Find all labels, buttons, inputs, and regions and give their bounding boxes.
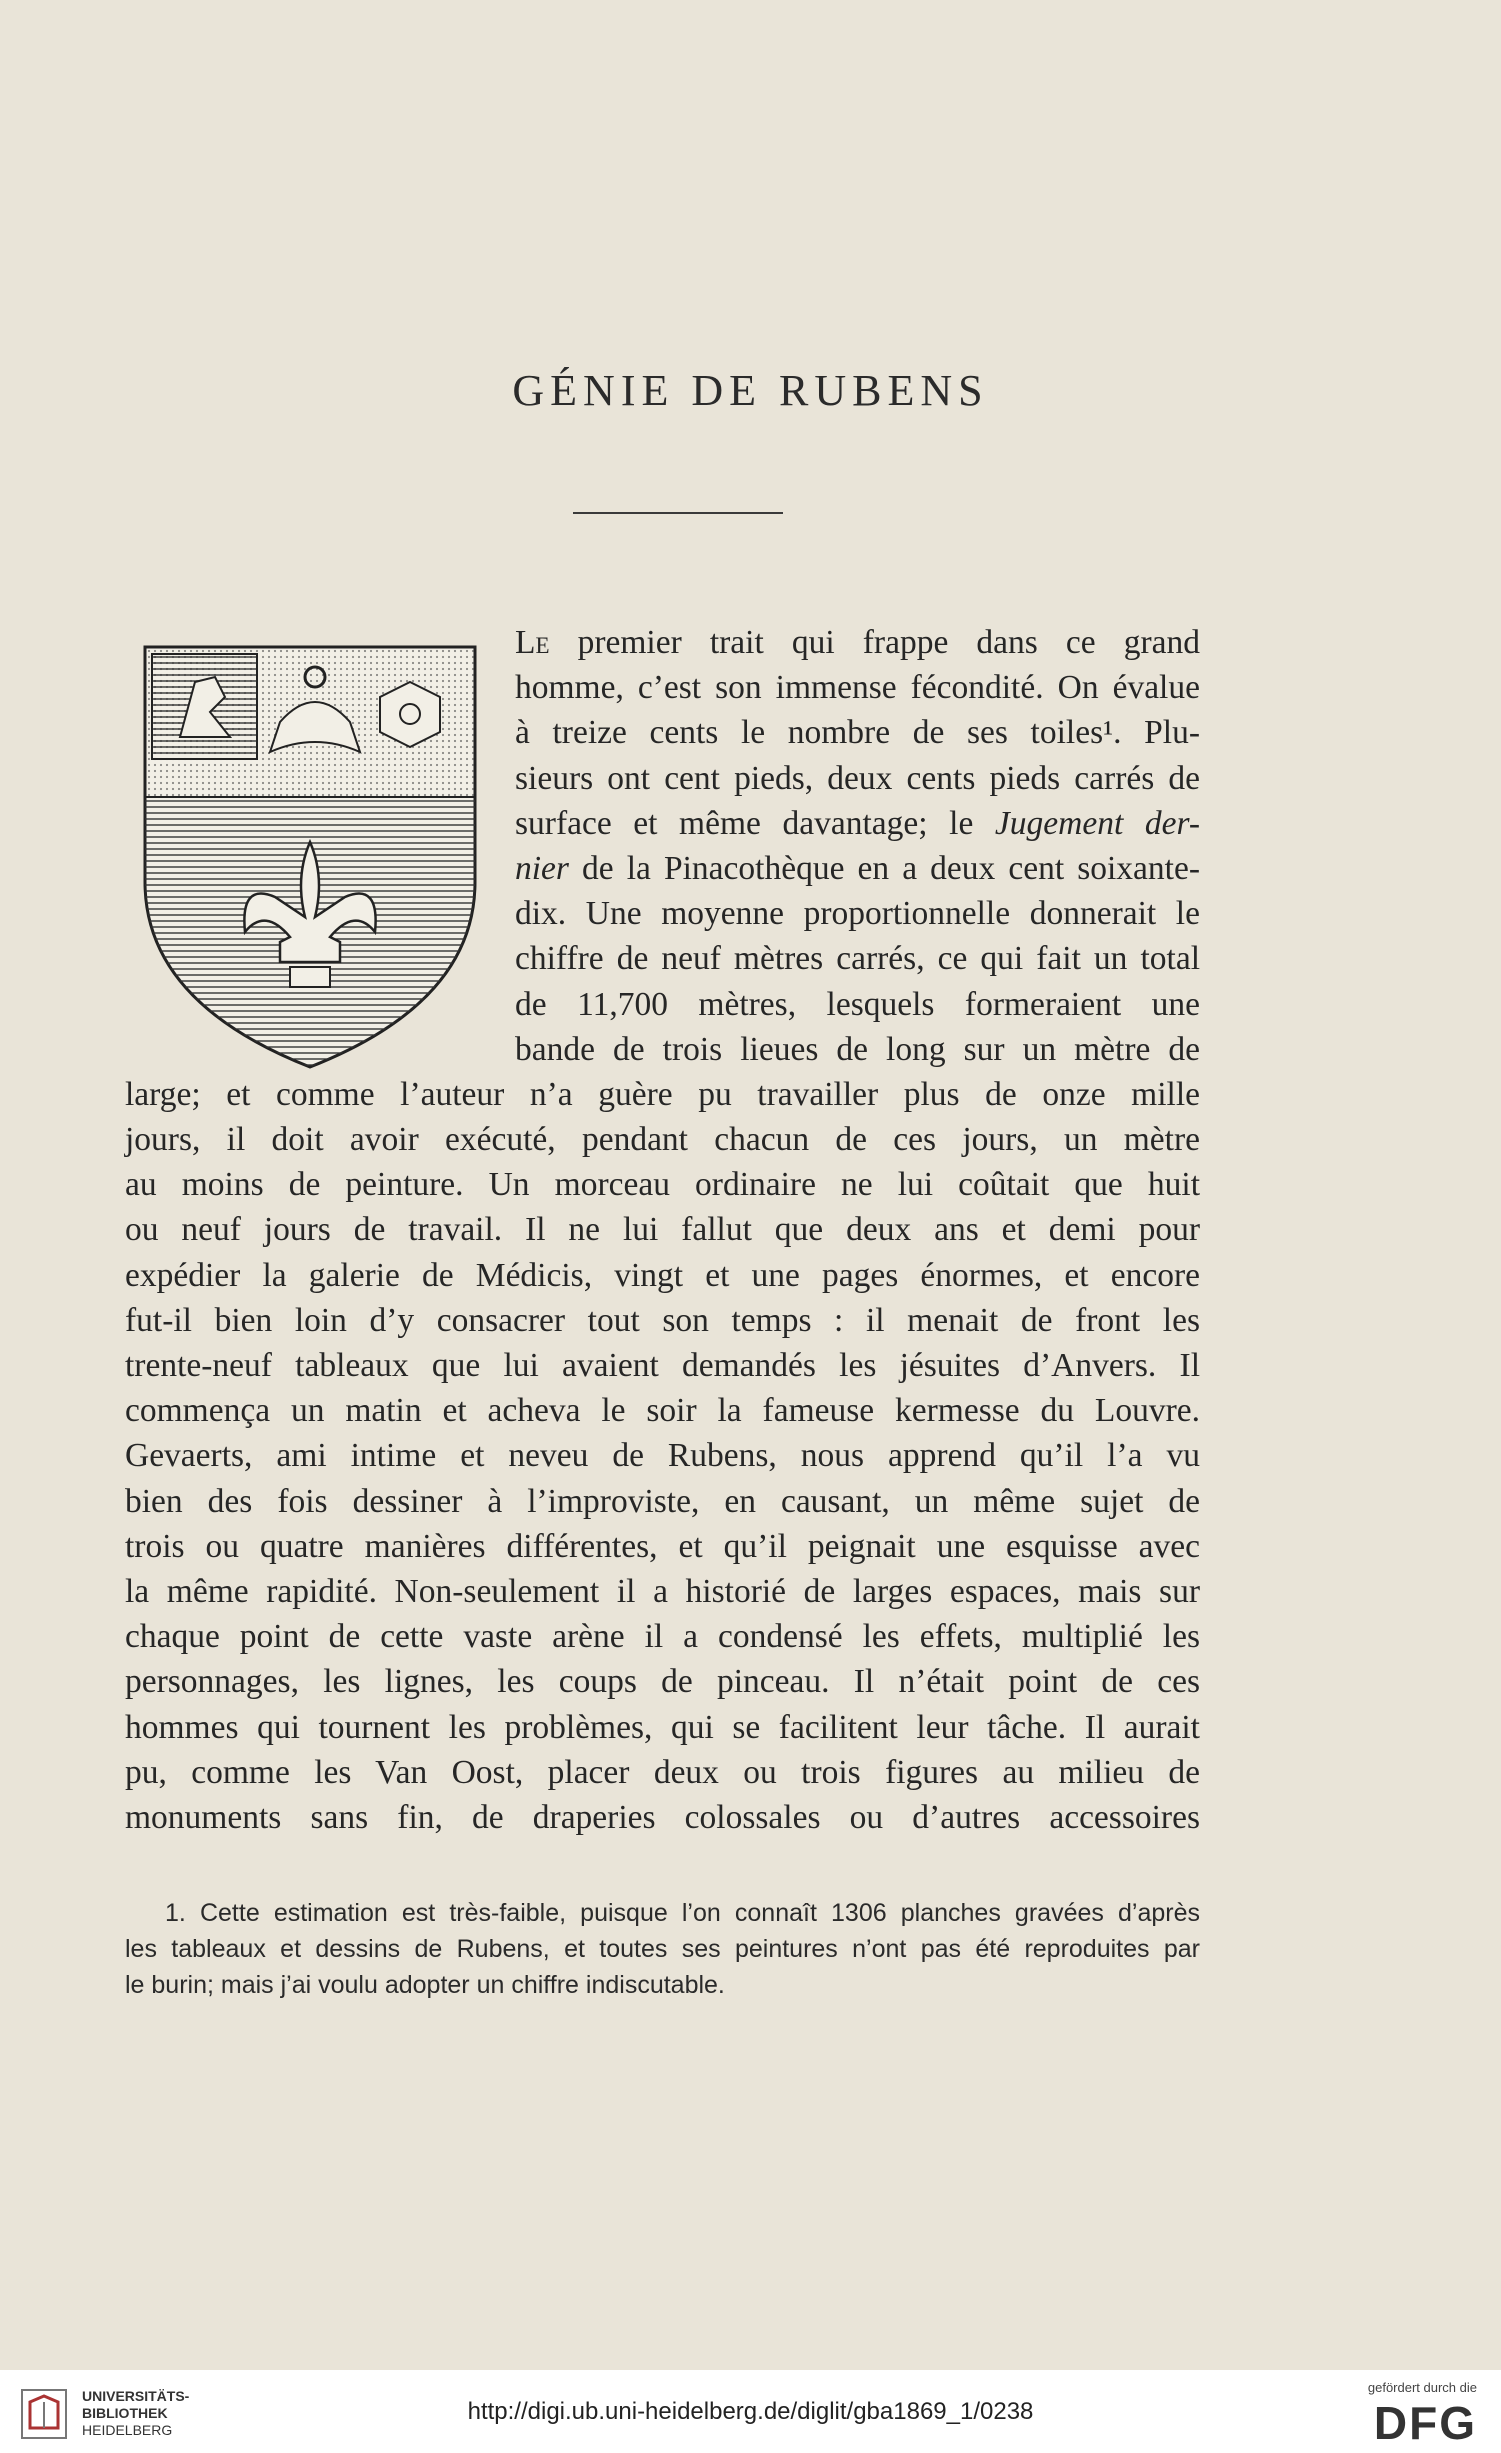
text-line-8: chiffre de neuf mètres carrés, ce qui fait un total <box>515 940 1200 978</box>
text-line-14: ou neuf jours de travail. Il ne lui fallut que deux ans et demi pour <box>125 1211 1200 1249</box>
funder-label: gefördert durch die <box>1367 2380 1477 2395</box>
footnote-line-3: le burin; mais j’ai voulu adopter un chiffre indiscutable. <box>125 1971 725 1999</box>
text-line-23: chaque point de cette vaste arène il a condensé les effets, multiplié les <box>125 1618 1200 1656</box>
page-title: GÉNIE DE RUBENS <box>512 366 989 415</box>
text-line-11: large; et comme l’auteur n’a guère pu travailler plus de onze mille <box>125 1075 1200 1113</box>
library-name-line-3: HEIDELBERG <box>82 2422 173 2438</box>
text-line-4: sieurs ont cent pieds, deux cents pieds carrés de <box>515 759 1200 797</box>
library-name-line-2: BIBLIOTHEK <box>82 2405 168 2421</box>
text-line-15: expédier la galerie de Médicis, vingt et une pages énormes, et encore <box>125 1256 1200 1294</box>
text-line-2: homme, c’est son immense fécondité. On évalue <box>515 669 1200 707</box>
text-line-22: la même rapidité. Non-seulement il a historié de larges espaces, mais sur <box>125 1572 1200 1610</box>
text-line-17: trente-neuf tableaux que lui avaient demandés les jésuites d’Anvers. Il <box>125 1347 1200 1384</box>
text-line-21: trois ou quatre manières différentes, et qu’il peignait une esquisse avec <box>125 1527 1200 1565</box>
text-line-18: commença un matin et acheva le soir la fameuse kermesse du Louvre. <box>125 1392 1200 1430</box>
text-line-27: monuments sans fin, de draperies colossales ou d’autres accessoires <box>125 1798 1200 1836</box>
footnote-line-1: 1. Cette estimation est très-faible, puisque l’on connaît 1306 planches gravées d’après <box>165 1899 1200 1927</box>
footnote <box>125 1895 1200 2003</box>
text-line-20: bien des fois dessiner à l’improviste, en causant, un même sujet de <box>125 1482 1200 1520</box>
dfg-logo: DFG <box>1373 2397 1477 2449</box>
text-line-6: nier de la Pinacothèque en a deux cent soixante- <box>515 849 1200 887</box>
text-line-3: à treize cents le nombre de ses toiles¹. Plu- <box>515 714 1200 752</box>
footnote-line-2: les tableaux et dessins de Rubens, et toutes ses peintures n’ont pas été reproduites par <box>125 1935 1200 1963</box>
text-line-24: personnages, les lignes, les coups de pinceau. Il n’était point de ces <box>125 1663 1200 1701</box>
text-line-25: hommes qui tournent les problèmes, qui se facilitent leur tâche. Il aurait <box>125 1708 1200 1746</box>
text-line-9: de 11,700 mètres, lesquels formeraient une <box>515 985 1200 1023</box>
library-name-line-1: UNIVERSITÄTS- <box>82 2388 190 2404</box>
text-line-19: Gevaerts, ami intime et neveu de Rubens, nous apprend qu’il l’a vu <box>125 1437 1200 1475</box>
viewer-footer <box>0 2370 1501 2453</box>
text-line-12: jours, il doit avoir exécuté, pendant chacun de ces jours, un mètre <box>125 1121 1200 1159</box>
text-line-13: au moins de peinture. Un morceau ordinaire ne lui coûtait que huit <box>125 1166 1200 1204</box>
source-url-link[interactable]: http://digi.ub.uni-heidelberg.de/diglit/gba1869_1/0238 <box>467 2398 1034 2425</box>
text-line-5: surface et même davantage; le Jugement der- <box>515 804 1200 842</box>
text-line-26: pu, comme les Van Oost, placer deux ou trois figures au milieu de <box>125 1753 1200 1791</box>
text-line-7: dix. Une moyenne proportionnelle donnerait le <box>515 895 1200 933</box>
text-line-16: fut-il bien loin d’y consacrer tout son temps : il menait de front les <box>125 1301 1200 1339</box>
title-rule <box>573 512 783 514</box>
body-text <box>125 620 1200 1840</box>
text-line-1: Le premier trait qui frappe dans ce grand <box>515 624 1200 661</box>
text-line-10: bande de trois lieues de long sur un mètre de <box>515 1030 1200 1068</box>
